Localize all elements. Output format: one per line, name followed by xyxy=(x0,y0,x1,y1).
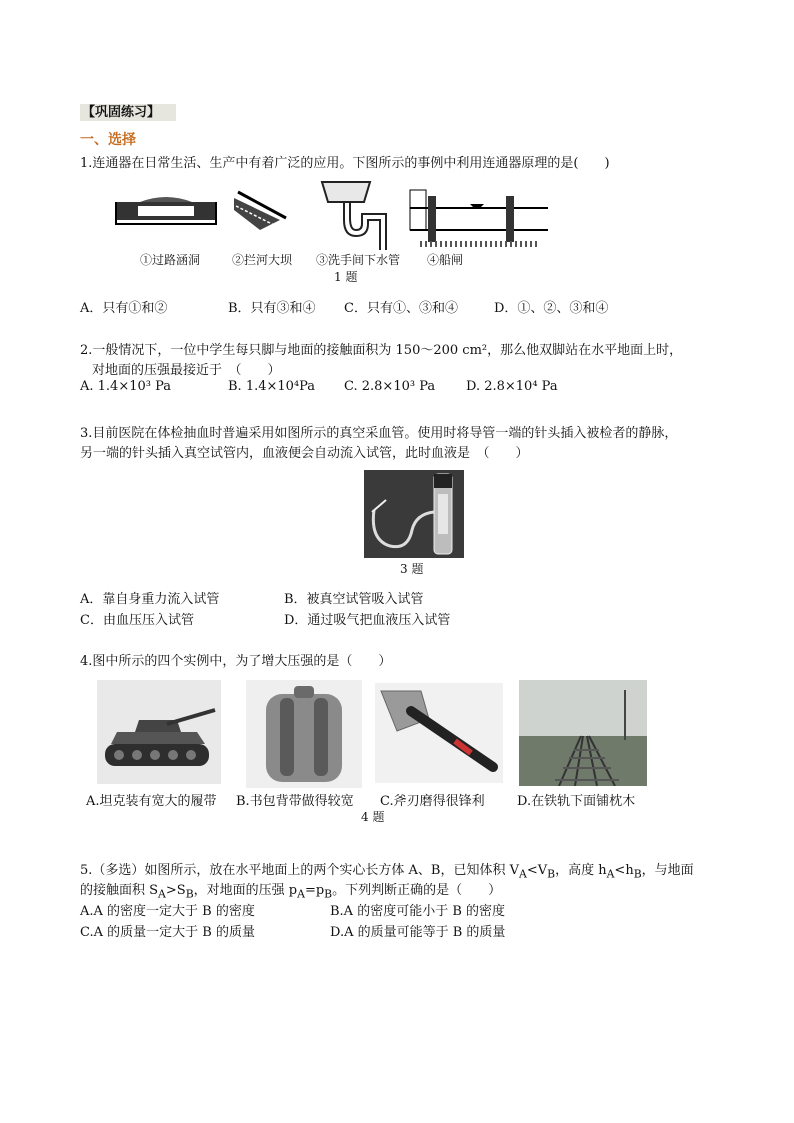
q4-caption-d: D.在铁轨下面铺枕木 xyxy=(517,794,636,809)
q3-figure-label: 3 题 xyxy=(400,562,424,576)
q1-caption-3: ③洗手间下水管 xyxy=(316,253,401,267)
q5-stem-line1: 5.（多选）如图所示，放在水平地面上的两个实心长方体 A、B，已知体积 $V_A<V_B$，高度 $h_A<h_B$，与地面 xyxy=(80,863,694,881)
q5-option-b[interactable]: B.A 的密度可能小于 B 的密度 xyxy=(330,904,506,919)
q5-option-d[interactable]: D.A 的质量可能等于 B 的质量 xyxy=(330,925,506,940)
section-tag: 【巩固练习】 xyxy=(80,104,176,121)
q1-option-b[interactable]: B．只有③和④ xyxy=(228,301,316,316)
q4-railway-photo xyxy=(519,680,647,786)
q4-caption-a: A.坦克装有宽大的履带 xyxy=(86,794,217,809)
q4-stem: 4.图中所示的四个实例中，为了增大压强的是（ ） xyxy=(80,654,392,669)
section-title: 一、选择 xyxy=(80,132,136,148)
q5-stem-line2: 的接触面积 $S_A>S_B$，对地面的压强 $p_A=p_B$。下列判断正确的是（ ） xyxy=(80,883,502,901)
q1-caption-4: ④船闸 xyxy=(427,253,464,267)
q3-option-a[interactable]: A．靠自身重力流入试管 xyxy=(80,592,220,607)
q1-caption-1: ①过路涵洞 xyxy=(140,253,201,267)
q5-option-a[interactable]: A.A 的密度一定大于 B 的密度 xyxy=(80,904,255,919)
q1-figure-label: 1 题 xyxy=(334,270,358,284)
q2-stem-line1: 2.一般情况下，一位中学生每只脚与地面的接触面积为 150～200 cm²，那么他双脚站在水平地面上时， xyxy=(80,343,683,358)
q3-option-c[interactable]: C．由血压压入试管 xyxy=(80,613,194,628)
dam-drawing xyxy=(234,192,286,230)
q3-stem-line2: 另一端的针头插入真空试管内，血液便会自动流入试管，此时血液是 （ ） xyxy=(80,446,529,461)
q1-caption-2: ②拦河大坝 xyxy=(232,253,293,267)
q2-option-a[interactable]: A. 1.4×10³ Pa xyxy=(80,379,172,394)
q4-figure-label: 4 题 xyxy=(361,810,385,824)
q1-stem: 1.连通器在日常生活、生产中有着广泛的应用。下图所示的事例中利用连通器原理的是( ) xyxy=(80,156,610,171)
q4-backpack-photo xyxy=(246,680,362,788)
q1-option-c[interactable]: C．只有①、③和④ xyxy=(344,301,458,316)
q4-caption-c: C.斧刃磨得很锋利 xyxy=(380,794,485,809)
q3-option-b[interactable]: B．被真空试管吸入试管 xyxy=(284,592,424,607)
q2-option-b[interactable]: B. 1.4×10⁴Pa xyxy=(228,379,316,394)
q4-caption-b: B.书包背带做得较宽 xyxy=(236,794,354,809)
q1-option-a[interactable]: A．只有①和② xyxy=(80,301,168,316)
q4-axe-photo xyxy=(375,683,503,783)
q2-option-d[interactable]: D. 2.8×10⁴ Pa xyxy=(466,379,558,394)
q3-option-d[interactable]: D．通过吸气把血液压入试管 xyxy=(284,613,451,628)
culvert-drawing xyxy=(116,197,216,224)
q4-tank-photo xyxy=(97,680,221,784)
q3-vacuum-tube-photo xyxy=(364,470,464,558)
q5-option-c[interactable]: C.A 的质量一定大于 B 的质量 xyxy=(80,925,255,940)
q2-option-c[interactable]: C. 2.8×10³ Pa xyxy=(344,379,436,394)
q1-option-d[interactable]: D．①、②、③和④ xyxy=(494,301,609,316)
ship-lock-figure xyxy=(410,190,550,250)
q2-stem-line2: 对地面的压强最接近于 （ ） xyxy=(92,363,281,378)
sink-drain-drawing xyxy=(322,182,386,250)
q3-stem-line1: 3.目前医院在体检抽血时普遍采用如图所示的真空采血管。使用时将导管一端的针头插入被检者的静脉， xyxy=(80,426,678,441)
